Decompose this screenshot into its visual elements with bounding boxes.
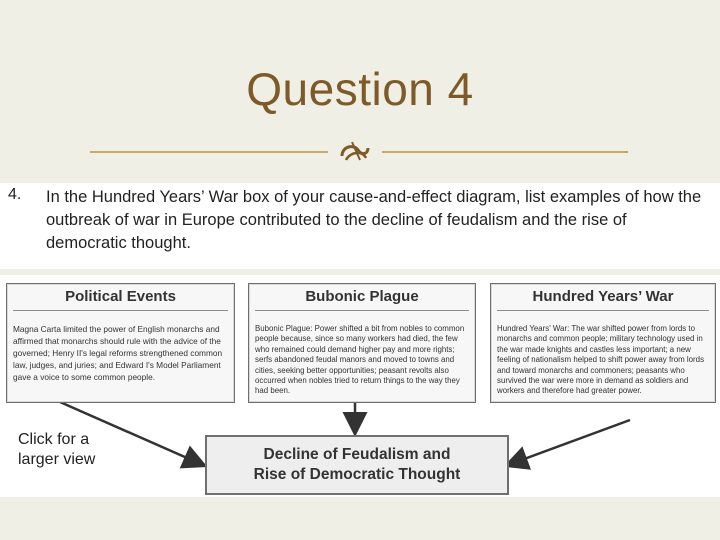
slide-title: Question 4	[246, 63, 474, 115]
box-divider	[497, 310, 709, 311]
cause-effect-diagram[interactable]	[0, 275, 720, 497]
hundred-years-war-text: Hundred Years' War: The war shifted power from lords to monarchs and common people; military technology used in the war made knights and castles less important; a new feeling of nationalism helped to shift power away from lords and toward monarchs and commoners; peasants who survived the war were more in demand as soldiers and workers and therefore had greater power.	[497, 324, 705, 396]
hundred-years-war-title: Hundred Years’ War	[532, 288, 674, 305]
political-events-box	[6, 283, 235, 403]
result-box	[205, 435, 509, 495]
question-number: 4.	[8, 186, 22, 203]
question-panel	[0, 183, 720, 269]
hundred-years-war-box	[490, 283, 716, 403]
bubonic-plague-box	[248, 283, 476, 403]
box-divider	[13, 310, 228, 311]
bubonic-plague-title: Bubonic Plague	[305, 288, 419, 305]
title-rule-right	[382, 151, 628, 153]
box-divider	[255, 310, 469, 311]
bubonic-plague-text: Bubonic Plague: Power shifted a bit from nobles to common people because, since so many workers had died, the few who remained could demand higher pay and more rights; serfs abandoned feudal manors and moved to towns and cities, seeking better opportunities; peasant revolts also occurred when nobles tried to return things to the way they had been.	[255, 324, 465, 396]
political-events-text: Magna Carta limited the power of English monarchs and affirmed that monarchs should rule with the advice of the governed; Henry II's legal reforms strengthened common law, judges, and juries; and Edward I's Model Parliament gave a voice to some common people.	[13, 324, 223, 383]
title-rule-left	[90, 151, 328, 153]
result-line-2: Rise of Democratic Thought	[253, 466, 461, 483]
question-text: In the Hundred Years’ War box of your cause-and-effect diagram, list examples of how the outbreak of war in Europe contributed to the decline of feudalism and the rise of democratic thought.	[46, 188, 702, 252]
scroll-divider-icon	[336, 136, 376, 166]
result-line-1: Decline of Feudalism and	[263, 446, 451, 463]
political-events-title: Political Events	[65, 288, 176, 305]
larger-view-link[interactable]: Click for a larger view	[18, 431, 96, 468]
arrow-war	[508, 420, 630, 465]
